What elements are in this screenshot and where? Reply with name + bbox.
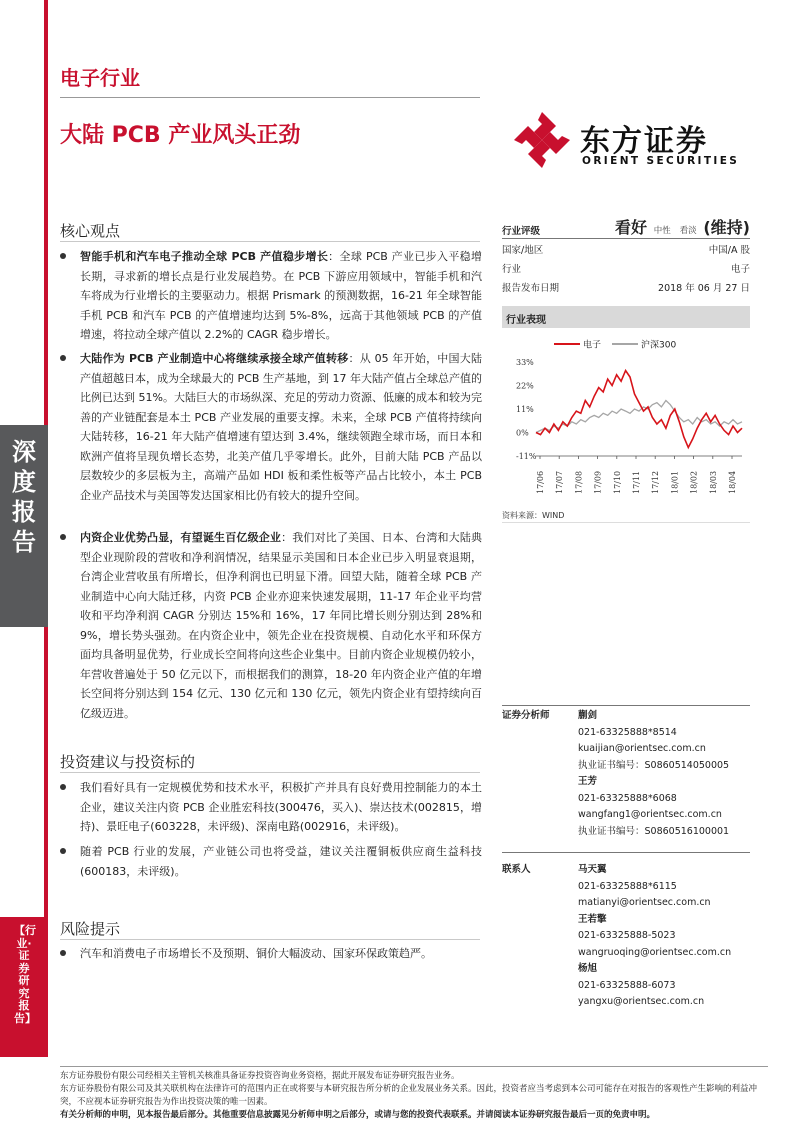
investment-heading: 投资建议与投资标的 (60, 753, 196, 771)
side-red-bar-mid (44, 627, 48, 917)
bullet-dot-icon (60, 355, 66, 361)
footer-line-3: 有关分析师的申明，见本报告最后部分。其他重要信息披露见分析师申明之后部分，或请与您的投资代表联系。并请阅读本证券研究报告最后一页的免责申明。 (60, 1110, 656, 1120)
report-type-label: 深度报告 (12, 438, 36, 556)
sector-value: 电子 (730, 264, 750, 275)
bullet-1-bold: 智能手机和汽车电子推动全球 PCB 产值稳步增长 (80, 250, 329, 263)
core-view-heading: 核心观点 (60, 222, 121, 240)
legend-label: 电子 (583, 340, 602, 351)
rating-value-group (615, 215, 750, 238)
risk-bullet-1 (60, 944, 482, 964)
bullet-dot-icon (60, 848, 66, 854)
industry-label: 电子行业 (60, 66, 140, 90)
sector-label: 行业 (502, 264, 522, 275)
title-divider (60, 97, 480, 98)
contact-email: yangxu@orientsec.com.cn (578, 996, 705, 1007)
footer-line-1: 东方证券股份有限公司经相关主管机关核准具备证券投资咨询业务资格，据此开展发布证券研究报告业务。 (60, 1071, 460, 1081)
investment-bullet-1-text: 我们看好具有一定规模优势和技术水平，积极扩产并具有良好费用控制能力的本土企业，建议关注内资 PCB 企业胜宏科技(300476，买入)、崇达技术(002815，增持)、景旺电子(603228，未评级)、深南电路(002916，未评级)。 (80, 781, 482, 833)
analyst-divider (502, 705, 750, 706)
x-tick-label: 17/08 (574, 470, 584, 494)
footer-divider (60, 1066, 768, 1067)
orient-securities-logo (508, 110, 748, 170)
core-view-bullet-2 (60, 349, 482, 505)
bullet-1-text: ：全球 PCB 产业已步入平稳增长期，寻求新的增长点是行业发展趋势。在 PCB 下游应用领域中，智能手机和汽车将成为行业增长的主要驱动力。根据 Prismark 的预测数据，16-21 年全球智能手机 PCB 和汽车 PCB 的产值增速均达到 5%-8%，远高于其他领域 PCB 的产值增速，将拉动全球产值以 2.2%的 CAGR 稳步增长。 (80, 250, 482, 341)
x-tick-label: 17/10 (612, 470, 622, 494)
bullet-dot-icon (60, 950, 66, 956)
core-view-bullet-3 (60, 528, 482, 723)
rating-label: 行业评级 (502, 226, 541, 237)
side-red-bar-top (44, 0, 48, 425)
bullet-dot-icon (60, 534, 66, 540)
contact-name: 马天翼 (578, 864, 607, 875)
region-value: 中国/A 股 (708, 245, 750, 256)
report-type-banner (0, 425, 48, 627)
bullet-2-text: ：从 05 年开始，中国大陆产值超越日本，成为全球最大的 PCB 生产基地，到 17 年大陆产值占全球总产值的比例已达到 51%。大陆巨大的市场纵深、充足的劳动力资源、低廉的成本和较为完善的产业链配套是本土 PCB 产业发展的重要支撑。未来，全球 PCB 产值将持续向大陆转移，16-21 年大陆产值增速有望达到 3.4%，继续领跑全球市场，而日本和欧洲产值将呈现负增长态势，北美产值几乎零增长。此外，目前大陆 PCB 产品以层数较少的多层板为主，高端产品如 HDI 板和柔性板等产品占比较小，本土 PCB 企业产品技术与美国等发达国家相比仍有较大的提升空间。 (80, 352, 482, 502)
x-tick-label: 17/07 (555, 470, 565, 494)
contact-phone: 021-63325888-6073 (578, 979, 676, 991)
contact-info (578, 862, 731, 1011)
series-line-electronics (536, 371, 742, 448)
chart-divider (502, 522, 750, 523)
analyst-name: 蒯剑 (578, 710, 598, 721)
logo-name-en: ORIENT SECURITIES (582, 155, 740, 167)
risk-bullet-1-text: 汽车和消费电子市场增长不及预期、铜价大幅波动、国家环保政策趋严。 (80, 947, 432, 960)
contact-phone: 021-63325888*6115 (578, 880, 677, 892)
risk-heading: 风险提示 (60, 920, 121, 938)
y-tick-label: 22% (516, 381, 534, 391)
analyst-role: 证券分析师 (502, 710, 550, 721)
analyst-name: 王芳 (578, 776, 598, 787)
report-series-banner (0, 917, 48, 1057)
x-tick-label: 17/09 (593, 470, 603, 494)
analyst-phone: 021-63325888*6068 (578, 792, 677, 804)
contact-phone: 021-63325888-5023 (578, 930, 676, 941)
rating-value: 看好 (614, 218, 647, 237)
footer-disclaimer (60, 1070, 770, 1122)
x-tick-label: 17/06 (536, 470, 545, 494)
performance-chart (502, 332, 750, 510)
bullet-3-text: ：我们对比了美国、日本、台湾和大陆典型企业现阶段的营收和净利润情况，结果显示美国和日本企业已步入明显衰退期，台湾企业营收虽有所增长，但净利润也已明显下滑。回望大陆，随着全球 PCB 产业制造中心向大陆迁移，内资 PCB 企业亦迎来快速发展期，11-17 年企业平均营收和平均净利润 CAGR 分别达 15%和 16%，17 年同比增长则分别达到 28%和 9%，增长势头强劲。在内资企业中，领先企业在投资规模、自动化水平和环保方面均具备明显优势，行业成长空间将向这些企业集中。目前内资企业规模仍较小，年营收普遍处于 50 亿元以下，而根据我们的测算，18-20 年内资企业产值的年增长空间将分别达到 154 亿元、130 亿元和 130 亿元，领先内资企业有望持续向百亿级迈进。 (80, 531, 483, 720)
contact-block (502, 862, 750, 1022)
investment-divider (60, 772, 480, 773)
rating-neutral: 中性 (653, 226, 671, 236)
rating-maintain: (维持) (703, 218, 750, 237)
y-tick-label: 33% (516, 358, 534, 367)
analyst-email: wangfang1@orientsec.com.cn (578, 809, 722, 820)
contact-name: 王若擎 (578, 913, 607, 925)
footer-line-2: 东方证券股份有限公司及其关联机构在法律许可的范围内正在或将要与本研究报告所分析的企业发展业务关系。因此，投资者应当考虑到本公司可能存在对报告的客观性产生影响的利益冲突，不应视本证券研究报告为作出投资决策的唯一因素。 (60, 1084, 758, 1107)
logo-name-cn: 东方证券 (580, 124, 708, 159)
bullet-dot-icon (60, 253, 66, 259)
x-tick-label: 18/01 (670, 470, 680, 494)
analyst-email: kuaijian@orientsec.com.cn (578, 743, 706, 754)
performance-heading: 行业表现 (502, 306, 750, 328)
contact-email: wangruoqing@orientsec.com.cn (578, 946, 732, 958)
x-tick-label: 18/04 (728, 470, 737, 494)
contact-name: 杨旭 (578, 963, 598, 974)
analyst-cert: 执业证书编号：S0860516100001 (578, 825, 730, 837)
x-tick-label: 18/03 (708, 470, 718, 494)
investment-bullet-1 (60, 778, 482, 837)
date-row (502, 277, 750, 296)
bullet-3-bold: 内资企业优势凸显，有望诞生百亿级企业 (80, 531, 282, 544)
contact-divider (502, 852, 750, 853)
date-value: 2018 年 06 月 27 日 (658, 283, 750, 294)
x-tick-label: 17/11 (632, 470, 641, 494)
rating-row (502, 215, 750, 239)
bullet-2-bold: 大陆作为 PCB 产业制造中心将继续承接全球产值转移 (80, 352, 349, 365)
chart-source: 资料来源：WIND (502, 511, 565, 520)
y-tick-label: -11% (516, 452, 537, 461)
region-row (502, 239, 750, 258)
rating-bearish: 看淡 (679, 226, 697, 236)
analyst-phone: 021-63325888*8514 (578, 726, 677, 738)
date-label: 报告发布日期 (502, 283, 560, 294)
risk-divider (60, 939, 480, 940)
report-title: 大陆 PCB 产业风头正劲 (60, 123, 301, 148)
analyst-info (578, 708, 729, 840)
x-tick-label: 18/02 (689, 470, 699, 494)
rating-table (502, 215, 750, 296)
region-label: 国家/地区 (502, 245, 544, 256)
x-tick-label: 17/12 (651, 470, 661, 494)
y-tick-label: 0% (516, 428, 529, 438)
analyst-cert: 执业证书编号：S0860514050005 (578, 759, 730, 771)
analyst-block (502, 708, 750, 848)
investment-bullet-2-text: 随着 PCB 行业的发展，产业链公司也将受益，建议关注覆铜板供应商生益科技(600183，未评级)。 (80, 845, 482, 878)
bullet-dot-icon (60, 784, 66, 790)
contact-role: 联系人 (502, 864, 531, 875)
legend-label: 沪深300 (641, 340, 677, 351)
investment-bullet-2 (60, 842, 482, 881)
sector-row (502, 258, 750, 277)
series-line-csi300 (536, 401, 742, 433)
core-view-divider (60, 241, 480, 242)
contact-email: matianyi@orientsec.com.cn (578, 897, 711, 908)
core-view-bullet-1 (60, 247, 482, 345)
report-series-label: 【行业·证券研究报告】 (14, 924, 36, 1025)
y-tick-label: 11% (516, 405, 534, 414)
orient-logo-icon (512, 110, 572, 170)
